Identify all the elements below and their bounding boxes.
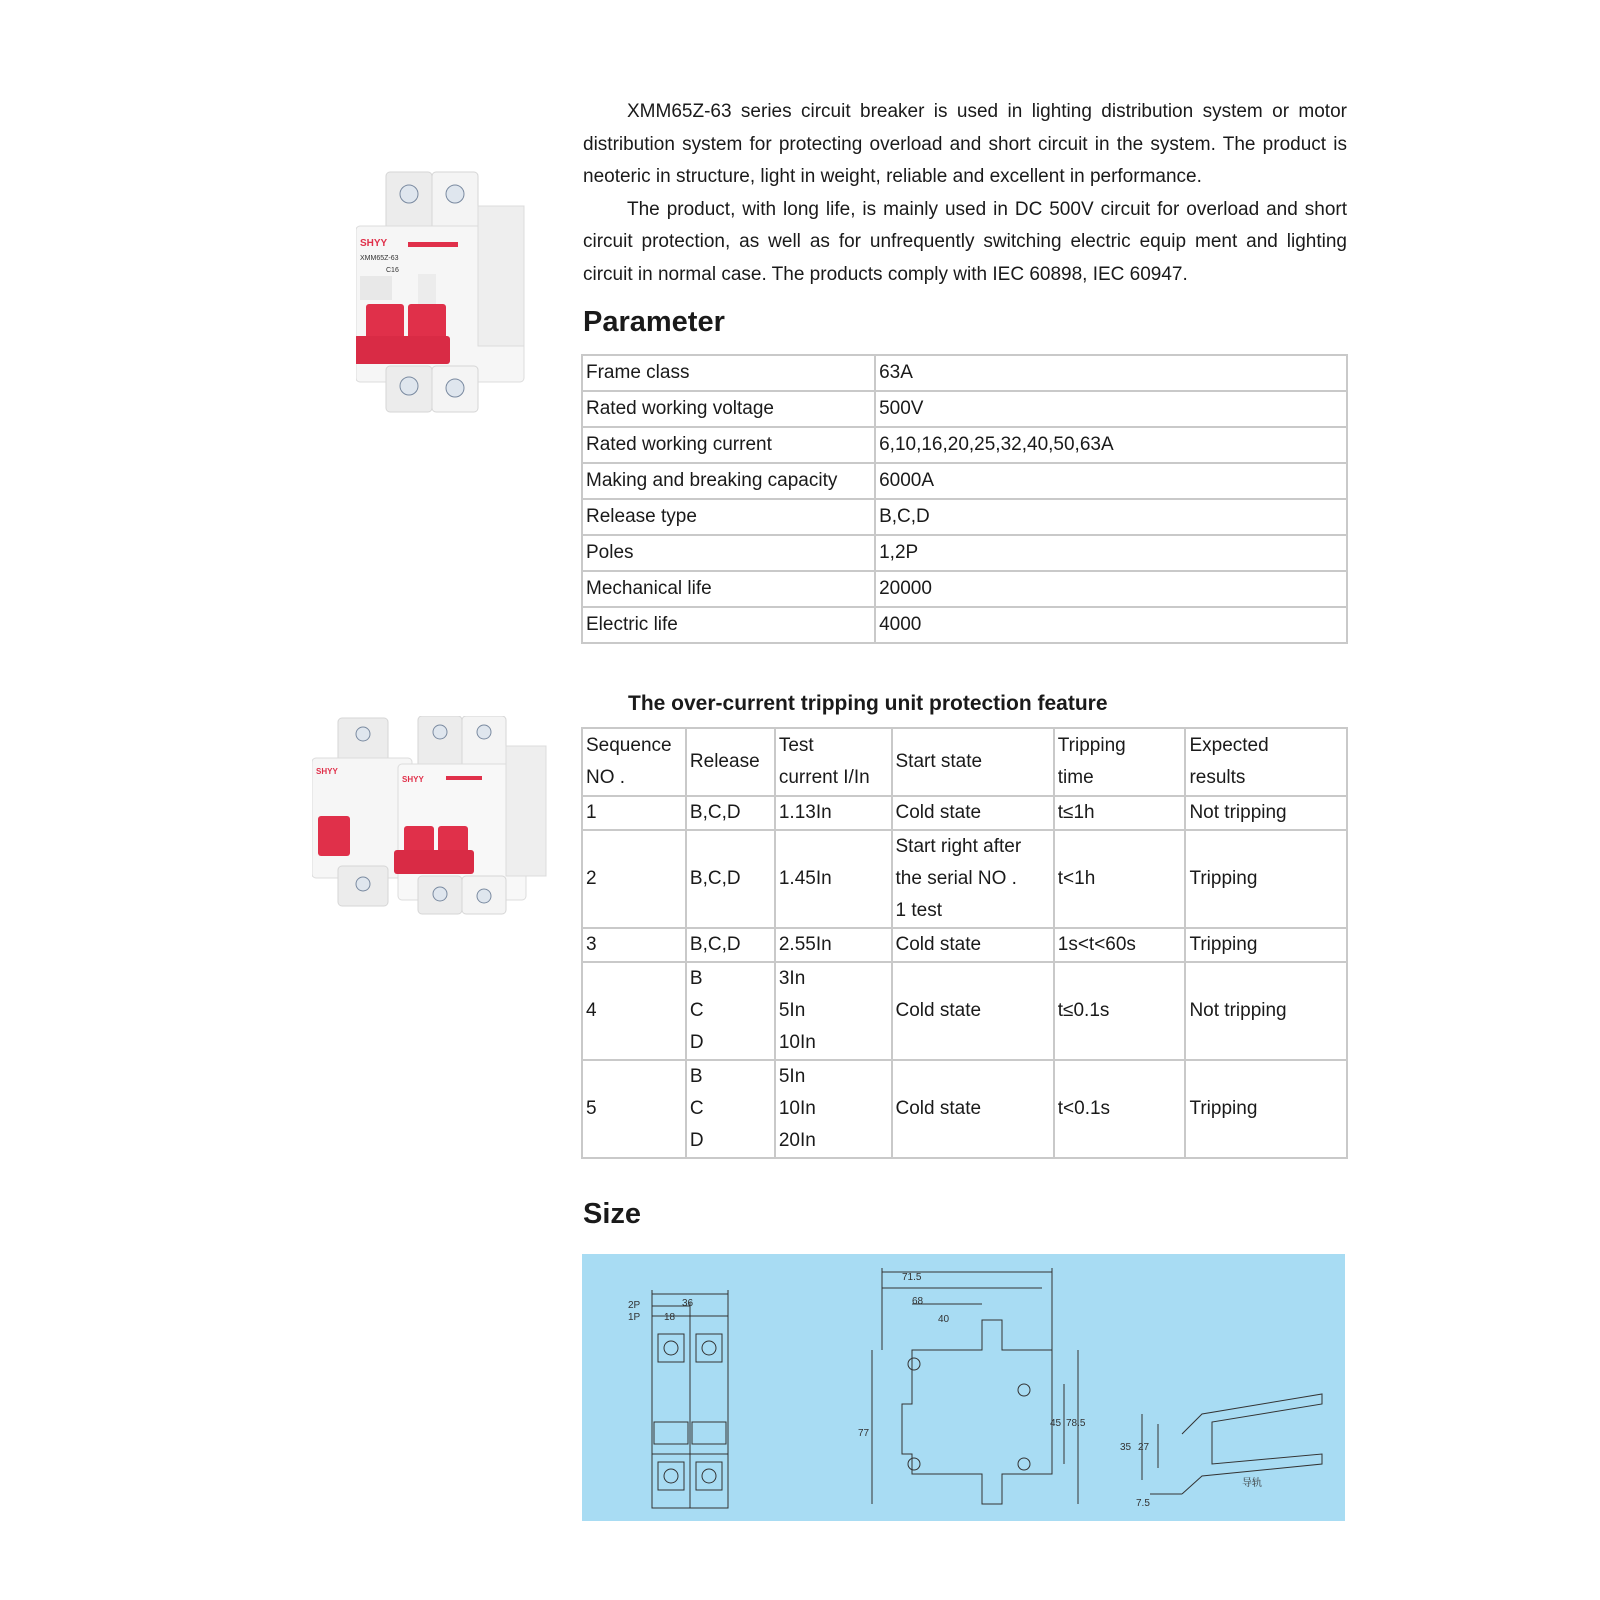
rail-label: 导轨 [1242, 1478, 1262, 1489]
cell-release: B,C,D [686, 830, 775, 928]
dimension-drawing [582, 1254, 1345, 1521]
cell-test: 5In 10In 20In [775, 1060, 892, 1158]
cell-result: Not tripping [1185, 796, 1347, 830]
cell-test: 1.45In [775, 830, 892, 928]
param-value: 6000A [875, 463, 1347, 499]
cell-time: t≤1h [1054, 796, 1186, 830]
intro-text [583, 96, 1347, 291]
dim-7-5: 7.5 [1136, 1498, 1150, 1509]
cell-result: Not tripping [1185, 962, 1347, 1060]
dim-35: 35 [1120, 1442, 1132, 1453]
header-release: Release [686, 728, 775, 796]
cell-start: Cold state [892, 1060, 1054, 1158]
cell-result: Tripping [1185, 830, 1347, 928]
model-label: XMM65Z-63 [360, 255, 399, 262]
table-row [582, 571, 1347, 607]
cell-start: Cold state [892, 928, 1054, 962]
table-row [582, 427, 1347, 463]
header-test-current: Test current I/In [775, 728, 892, 796]
table-row [582, 796, 1347, 830]
param-value: 1,2P [875, 535, 1347, 571]
parameter-heading: Parameter [583, 306, 725, 338]
tripping-table [581, 727, 1348, 1159]
brand-label: SHYY [360, 238, 388, 249]
dim-40: 40 [938, 1314, 950, 1325]
param-value: 4000 [875, 607, 1347, 643]
cell-time: 1s<t<60s [1054, 928, 1186, 962]
table-header-row [582, 728, 1347, 796]
dim-label-1p: 1P [628, 1312, 641, 1323]
table-row [582, 535, 1347, 571]
header-sequence: Sequence NO . [582, 728, 686, 796]
svg-text:SHYY: SHYY [402, 775, 424, 784]
cell-test: 1.13In [775, 796, 892, 830]
cell-start: Start right after the serial NO . 1 test [892, 830, 1054, 928]
param-value: 6,10,16,20,25,32,40,50,63A [875, 427, 1347, 463]
param-label: Rated working voltage [582, 391, 875, 427]
cell-result: Tripping [1185, 1060, 1347, 1158]
svg-text:SHYY: SHYY [316, 767, 338, 776]
param-label: Release type [582, 499, 875, 535]
param-label: Rated working current [582, 427, 875, 463]
param-label: Poles [582, 535, 875, 571]
size-heading: Size [583, 1198, 642, 1230]
param-label: Electric life [582, 607, 875, 643]
tripping-table-caption: The over-current tripping unit protection feature [628, 692, 1108, 715]
table-row [582, 355, 1347, 391]
table-row [582, 607, 1347, 643]
cell-start: Cold state [892, 962, 1054, 1060]
header-start-state: Start state [892, 728, 1054, 796]
dim-45: 45 [1050, 1418, 1062, 1429]
param-value: 20000 [875, 571, 1347, 607]
dim-71-5: 71.5 [902, 1272, 922, 1283]
dim-label-2p: 2P [628, 1300, 641, 1311]
cell-release: B C D [686, 1060, 775, 1158]
intro-paragraph-2: The product, with long life, is mainly used in DC 500V circuit for overload and short circuit protection, as well as for unfrequently switching electric equip ment and lighting circuit in normal case. The products comply with IEC 60898, IEC 60947. [583, 198, 1347, 285]
header-expected-results: Expected results [1185, 728, 1347, 796]
breaker-product-image [356, 166, 546, 418]
cell-release: B C D [686, 962, 775, 1060]
table-row [582, 962, 1347, 1060]
table-row [582, 1060, 1347, 1158]
dim-68: 68 [912, 1296, 924, 1307]
cell-result: Tripping [1185, 928, 1347, 962]
cell-seq: 1 [582, 796, 686, 830]
param-label: Frame class [582, 355, 875, 391]
cell-test: 3In 5In 10In [775, 962, 892, 1060]
param-value: 63A [875, 355, 1347, 391]
table-row [582, 499, 1347, 535]
cell-release: B,C,D [686, 796, 775, 830]
cell-time: t<0.1s [1054, 1060, 1186, 1158]
dim-18: 18 [664, 1312, 676, 1323]
table-row [582, 391, 1347, 427]
dim-27: 27 [1138, 1442, 1150, 1453]
table-row [582, 830, 1347, 928]
intro-paragraph-1: XMM65Z-63 series circuit breaker is used in lighting distribution system or motor distribution system for protecting overload and short circuit in the system. The product is neoteric in structure, light in weight, reliable and excellent in performance. [583, 101, 1347, 187]
cell-release: B,C,D [686, 928, 775, 962]
cell-start: Cold state [892, 796, 1054, 830]
param-value: 500V [875, 391, 1347, 427]
size-drawing-panel [582, 1254, 1345, 1521]
table-row [582, 928, 1347, 962]
parameter-table [581, 354, 1348, 644]
cell-seq: 2 [582, 830, 686, 928]
cell-test: 2.55In [775, 928, 892, 962]
param-label: Making and breaking capacity [582, 463, 875, 499]
dim-77: 77 [858, 1428, 870, 1439]
cell-time: t≤0.1s [1054, 962, 1186, 1060]
cell-seq: 4 [582, 962, 686, 1060]
dim-36: 36 [682, 1298, 694, 1309]
param-value: B,C,D [875, 499, 1347, 535]
header-tripping-time: Tripping time [1054, 728, 1186, 796]
table-row [582, 463, 1347, 499]
cell-seq: 5 [582, 1060, 686, 1158]
param-label: Mechanical life [582, 571, 875, 607]
cell-seq: 3 [582, 928, 686, 962]
cell-time: t<1h [1054, 830, 1186, 928]
dim-78-5: 78.5 [1066, 1418, 1086, 1429]
rating-label: C16 [386, 267, 399, 274]
breakers-group-image [312, 716, 548, 916]
